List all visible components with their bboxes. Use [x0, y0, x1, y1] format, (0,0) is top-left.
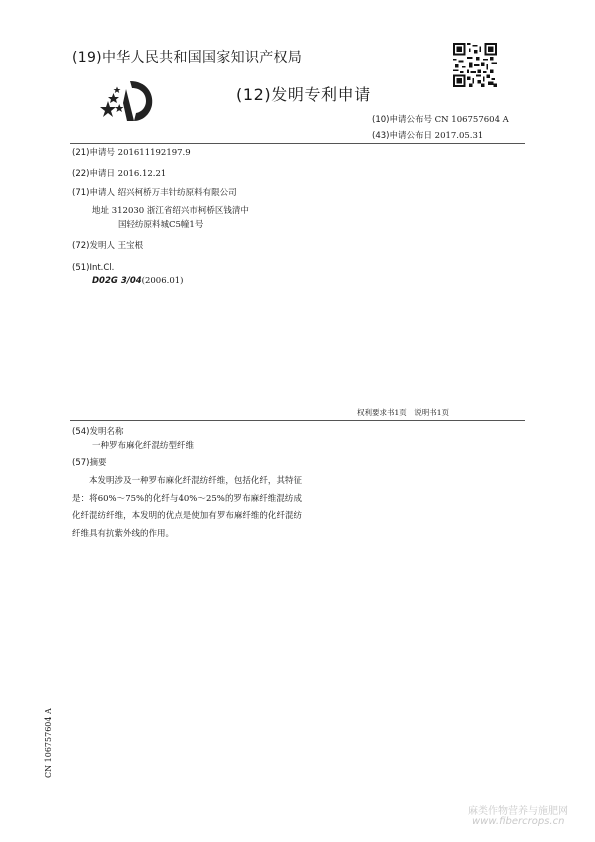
address-line2: 国轻纺原料城C5幢1号	[118, 220, 204, 230]
application-number-value: 201611192197.9	[117, 148, 191, 158]
abstract-label	[72, 457, 106, 469]
applicant-label: (71)申请人	[72, 188, 115, 198]
watermark-url: www.fibercrops.cn	[472, 816, 565, 827]
publication-date	[372, 129, 483, 141]
filing-date	[72, 168, 166, 180]
filing-date-label: (22)申请日	[72, 169, 115, 179]
address	[92, 205, 249, 217]
header-divider	[70, 143, 525, 144]
applicant	[72, 187, 237, 199]
ipc-label	[72, 262, 114, 274]
body-divider	[70, 420, 525, 421]
abstract-body	[72, 473, 302, 543]
publication-number	[372, 113, 509, 125]
address-line1: 312030 浙江省绍兴市柯桥区钱清中	[111, 206, 249, 216]
publication-date-value: 2017.05.31	[434, 131, 484, 141]
page-count: 权利要求书1页 说明书1页	[357, 408, 450, 417]
abstract-label-text: (57)摘要	[72, 458, 107, 468]
inventor-label: (72)发明人	[72, 241, 115, 251]
address-label: 地址	[92, 206, 110, 216]
inventor-value: 王宝根	[117, 241, 144, 251]
abstract-text: 本发明涉及一种罗布麻化纤混纺纤维，包括化纤，其特征是：将60%～75%的化纤与40%～25%的罗布麻纤维混纺成化纤混纺纤维，本发明的优点是使加有罗布麻纤维的化纤混纺纤维具有抗紫外线的作用。	[72, 476, 302, 539]
invention-title: 一种罗布麻化纤混纺型纤维	[92, 441, 195, 451]
application-number	[72, 147, 191, 159]
ipc-label-text: (51)Int.Cl.	[72, 263, 115, 273]
publication-number-label: (10)申请公布号	[372, 115, 432, 125]
title-label-text: (54)发明名称	[72, 427, 124, 437]
spine-publication-number: CN 106757604 A	[44, 708, 53, 778]
ipc-version: (2006.01)	[141, 276, 184, 286]
publication-number-value: CN 106757604 A	[434, 115, 509, 125]
patent-office-name: (19)中华人民共和国国家知识产权局	[72, 50, 303, 66]
ipc-class: D02G 3/04	[92, 276, 142, 286]
inventor	[72, 240, 143, 252]
document-type: (12)发明专利申请	[236, 85, 371, 104]
filing-date-value: 2016.12.21	[117, 169, 167, 179]
watermark-name: 麻类作物营养与施肥网	[468, 806, 568, 817]
cnipa-logo-icon	[96, 77, 156, 123]
applicant-value: 绍兴柯桥万丰针纺原料有限公司	[117, 188, 237, 198]
application-number-label: (21)申请号	[72, 148, 115, 158]
title-label	[72, 426, 123, 438]
ipc-classification	[92, 276, 183, 286]
publication-date-label: (43)申请公布日	[372, 131, 432, 141]
qr-code-icon	[453, 43, 497, 87]
